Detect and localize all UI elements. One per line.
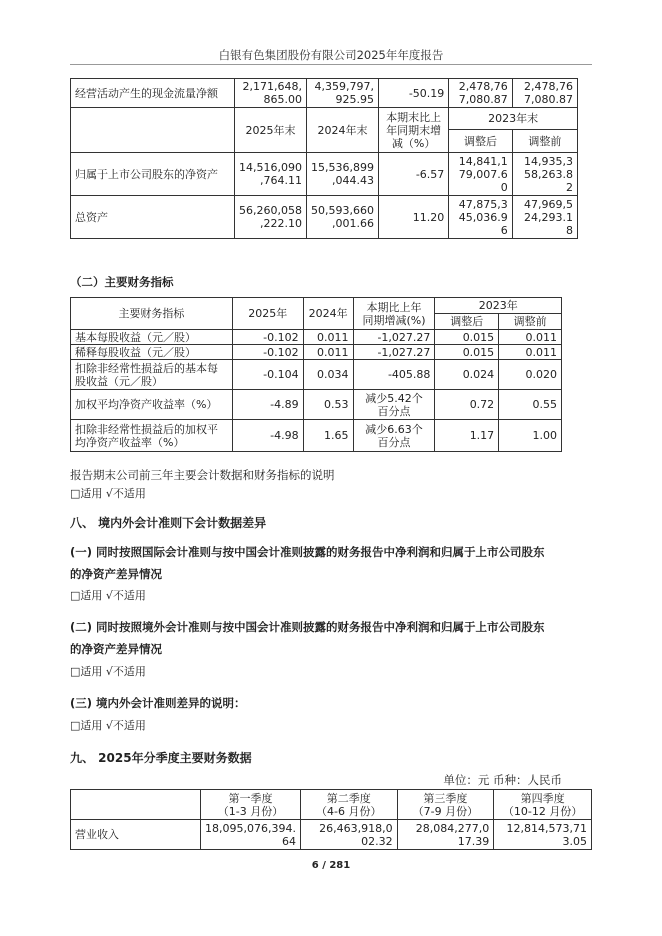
row-label-net-assets: 归属于上市公司股东的净资产 [71,153,235,196]
cell-value: 14,935,3 58,263.8 2 [512,153,577,196]
empty-header-cell [71,108,235,153]
cell-value: 0.011 [499,330,562,345]
column-header: 调整后 [435,314,499,330]
month-range: （7-9 月份） [412,804,479,818]
month-range: （10-12 月份） [502,804,583,818]
cell-value: 26,463,918,0 02.32 [300,820,397,850]
column-header: 调整前 [499,314,562,330]
column-header-q3 [397,790,494,820]
cell-value: 0.015 [435,330,499,345]
header-rule [70,64,592,65]
quarter-label: 第四季度 [520,791,565,805]
table-header-row [71,298,562,314]
subsection-title-international: (一) 同时按照国际会计准则与按中国会计准则披露的财务报告中净利润和归属于上市公司股东 [70,545,545,559]
row-label-cash-flow: 经营活动产生的现金流量净额 [71,79,235,108]
column-header: 2023年末 [449,108,578,130]
column-header: 2023年 [435,298,562,314]
table-header-row [71,790,592,820]
row-label: 加权平均净资产收益率（%） [71,390,233,420]
month-range: （4-6 月份） [316,804,382,818]
applicability-checkbox: □适用 √不适用 [70,487,146,500]
cell-value: -50.19 [378,79,448,108]
table-row [71,79,578,108]
subsection-title-overseas-cont: 的净资产差异情况 [70,642,162,656]
cell-value: 0.034 [303,360,353,390]
document-header: 白银有色集团股份有限公司2025年年度报告 [218,48,444,62]
cell-value: 12,814,573,71 3.05 [494,820,592,850]
cell-value: 0.72 [435,390,499,420]
column-header: 主要财务指标 [71,298,233,330]
row-label-total-assets: 总资产 [71,196,235,239]
cell-value: 0.024 [435,360,499,390]
row-label-revenue: 营业收入 [71,820,201,850]
quarter-label: 第三季度 [423,791,468,805]
table-row [71,360,562,390]
quarter-label: 第二季度 [326,791,371,805]
cell-value: 0.020 [499,360,562,390]
cell-value: 15,536,899 ,044.43 [306,153,378,196]
accounting-data-table [70,78,578,239]
table-row [71,196,578,239]
table-row [71,153,578,196]
cell-value: 0.015 [435,345,499,360]
section-title-accounting-standards: 八、 境内外会计准则下会计数据差异 [70,516,267,530]
cell-value: -6.57 [378,153,448,196]
cell-value: -4.98 [232,420,303,452]
subsection-title-differences: (三) 境内外会计准则差异的说明： [70,696,246,710]
column-header-q2 [300,790,397,820]
cell-value: 11.20 [378,196,448,239]
column-header: 2024年末 [306,108,378,153]
table-row [71,390,562,420]
financial-indicators-table [70,297,562,452]
column-header: 调整后 [449,130,512,153]
cell-value: 1.00 [499,420,562,452]
column-header: 调整前 [512,130,577,153]
cell-value: 减少6.63个 百分点 [353,420,435,452]
subsection-title-overseas: (二) 同时按照境外会计准则与按中国会计准则披露的财务报告中净利润和归属于上市公司股东 [70,620,545,634]
cell-value: 1.17 [435,420,499,452]
cell-value: 1.65 [303,420,353,452]
cell-value: -1,027.27 [353,345,435,360]
cell-value: -0.102 [232,345,303,360]
cell-value: -1,027.27 [353,330,435,345]
cell-value: 0.53 [303,390,353,420]
cell-value: 14,516,090 ,764.11 [235,153,307,196]
row-label: 基本每股收益（元／股） [71,330,233,345]
column-header: 本期比上年 同期增减(%) [353,298,435,330]
cell-value: -4.89 [232,390,303,420]
cell-value: 减少5.42个 百分点 [353,390,435,420]
quarterly-data-table [70,789,592,850]
cell-value: 47,875,3 45,036.9 6 [449,196,512,239]
section-title-quarterly-data: 九、 2025年分季度主要财务数据 [70,751,252,765]
cell-value: 0.55 [499,390,562,420]
cell-value: 2,171,648, 865.00 [235,79,307,108]
cell-value: 14,841,1 79,007.6 0 [449,153,512,196]
applicability-checkbox: □适用 √不适用 [70,719,146,732]
section-title-financial-indicators: （二）主要财务指标 [70,275,174,289]
row-label: 扣除非经常性损益后的加权平 均净资产收益率（%） [71,420,233,452]
cell-value: 50,593,660 ,001.66 [306,196,378,239]
cell-value: 2,478,76 7,080.87 [449,79,512,108]
cell-value: 0.011 [499,345,562,360]
cell-value: 47,969,5 24,293.1 8 [512,196,577,239]
table-header-row [71,108,578,130]
cell-value: 2,478,76 7,080.87 [512,79,577,108]
column-header: 2024年 [303,298,353,330]
column-header-q1 [201,790,301,820]
row-label: 稀释每股收益（元／股） [71,345,233,360]
cell-value: 0.011 [303,330,353,345]
empty-header-cell [71,790,201,820]
note-text: 报告期末公司前三年主要会计数据和财务指标的说明 [70,468,335,482]
cell-value: -405.88 [353,360,435,390]
cell-value: 18,095,076,394. 64 [201,820,301,850]
column-header-q4 [494,790,592,820]
month-range: （1-3 月份） [217,804,284,818]
cell-value: 56,260,058 ,222.10 [235,196,307,239]
quarter-label: 第一季度 [228,791,273,805]
applicability-checkbox: □适用 √不适用 [70,665,146,678]
column-header: 2025年末 [235,108,307,153]
column-header: 本期末比上 年同期末增 减（%） [378,108,448,153]
column-header: 2025年 [232,298,303,330]
cell-value: 28,084,277,0 17.39 [397,820,494,850]
table-row [71,330,562,345]
row-label: 扣除非经常性损益后的基本每 股收益（元／股） [71,360,233,390]
cell-value: 4,359,797, 925.95 [306,79,378,108]
table-row [71,820,592,850]
cell-value: -0.102 [232,330,303,345]
cell-value: 0.011 [303,345,353,360]
unit-currency-label: 单位：元 币种：人民币 [443,773,562,787]
table-row [71,420,562,452]
cell-value: -0.104 [232,360,303,390]
table-row [71,345,562,360]
applicability-checkbox: □适用 √不适用 [70,589,146,602]
subsection-title-international-cont: 的净资产差异情况 [70,567,162,581]
page-number: 6 / 281 [311,860,351,871]
